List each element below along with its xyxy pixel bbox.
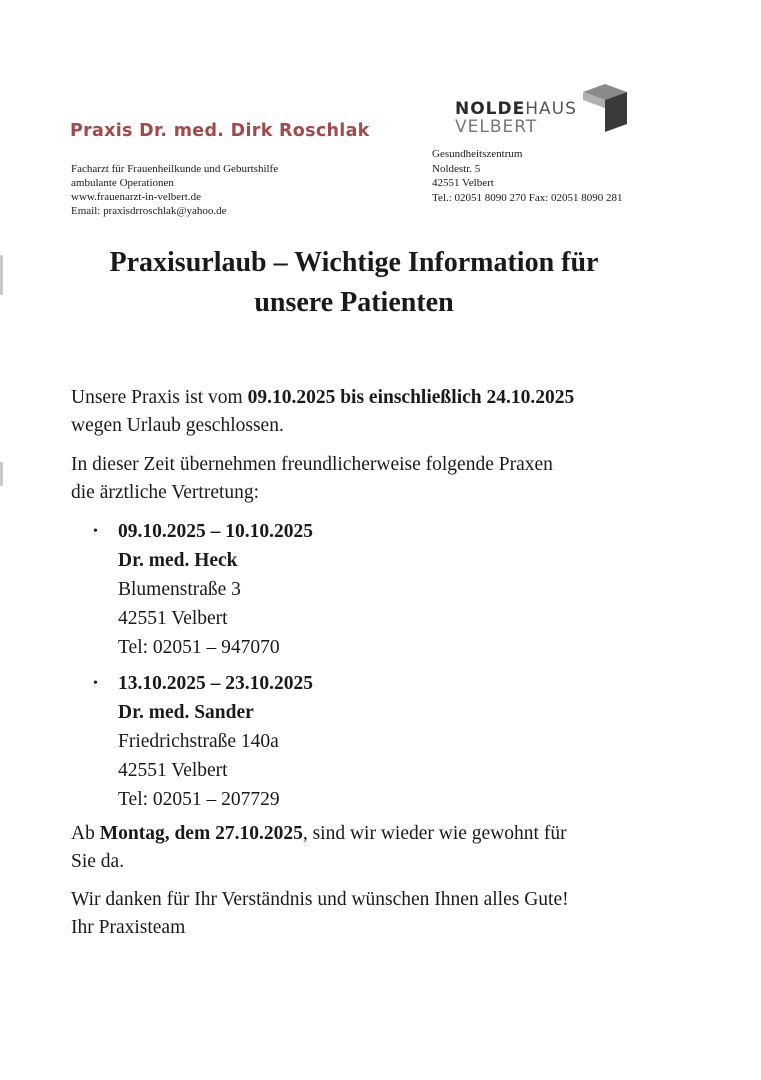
substitute-dates: 13.10.2025 – 23.10.2025: [118, 673, 313, 694]
health-center-info: [432, 147, 623, 205]
substitute-city: 42551 Velbert: [118, 608, 228, 629]
closing-signature: Ihr Praxisteam: [71, 917, 186, 938]
substitution-paragraph: In dieser Zeit übernehmen freundlicherweise folgende Praxen die ärztliche Vertretung:: [71, 454, 553, 503]
noldehaus-logo: [455, 84, 635, 140]
substitute-city: 42551 Velbert: [118, 760, 228, 781]
title-line-1: Praxisurlaub – Wichtige Information für: [109, 247, 599, 278]
reopen-date: Montag, dem 27.10.2025: [99, 823, 303, 844]
closing-thanks: Wir danken für Ihr Verständnis und wünschen Ihnen alles Gute!: [71, 889, 569, 910]
practice-services: ambulante Operationen: [71, 177, 174, 189]
closure-paragraph: Unsere Praxis ist vom 09.10.2025 bis einschließlich 24.10.2025 wegen Urlaub geschlossen.: [71, 387, 575, 436]
bullet-icon: •: [93, 676, 98, 691]
substitute-street: Friedrichstraße 140a: [118, 731, 279, 752]
center-city: 42551 Velbert: [432, 177, 494, 189]
practice-website: www.frauenarzt-in-velbert.de: [71, 191, 201, 203]
substitute-phone: Tel: 02051 – 207729: [118, 789, 280, 810]
logo-city: VELBERT: [455, 117, 538, 137]
center-street: Noldestr. 5: [432, 162, 481, 175]
substitute-street: Blumenstraße 3: [118, 579, 241, 600]
punch-hole-mark: [0, 255, 3, 295]
substitute-doctor: Dr. med. Heck: [118, 550, 238, 571]
center-phone-fax: Tel.: 02051 8090 270 Fax: 02051 8090 281: [432, 191, 623, 204]
practice-info: [71, 162, 278, 218]
closure-dates: 09.10.2025 bis einschließlich 24.10.2025: [247, 387, 575, 408]
punch-hole-mark: [0, 462, 3, 486]
cube-logo-icon: [575, 84, 627, 136]
closing-paragraph: [71, 886, 569, 942]
substitute-phone: Tel: 02051 – 947070: [118, 637, 280, 658]
practice-specialty: Facharzt für Frauenheilkunde und Geburtshilfe: [71, 163, 279, 175]
reopen-paragraph: Ab Montag, dem 27.10.2025, sind wir wieder wie gewohnt für Sie da.: [71, 823, 567, 872]
page-title: [40, 243, 668, 323]
center-name: Gesundheitszentrum: [432, 148, 523, 160]
bullet-icon: •: [93, 524, 98, 539]
logo-wordmark: NOLDEHAUS: [455, 99, 577, 119]
practice-email: Email: praxisdrroschlak@yahoo.de: [71, 205, 227, 217]
title-line-2: unsere Patienten: [254, 287, 454, 318]
practice-name: Praxis Dr. med. Dirk Roschlak: [70, 121, 370, 141]
substitute-doctor: Dr. med. Sander: [118, 702, 254, 723]
substitute-dates: 09.10.2025 – 10.10.2025: [118, 521, 313, 542]
